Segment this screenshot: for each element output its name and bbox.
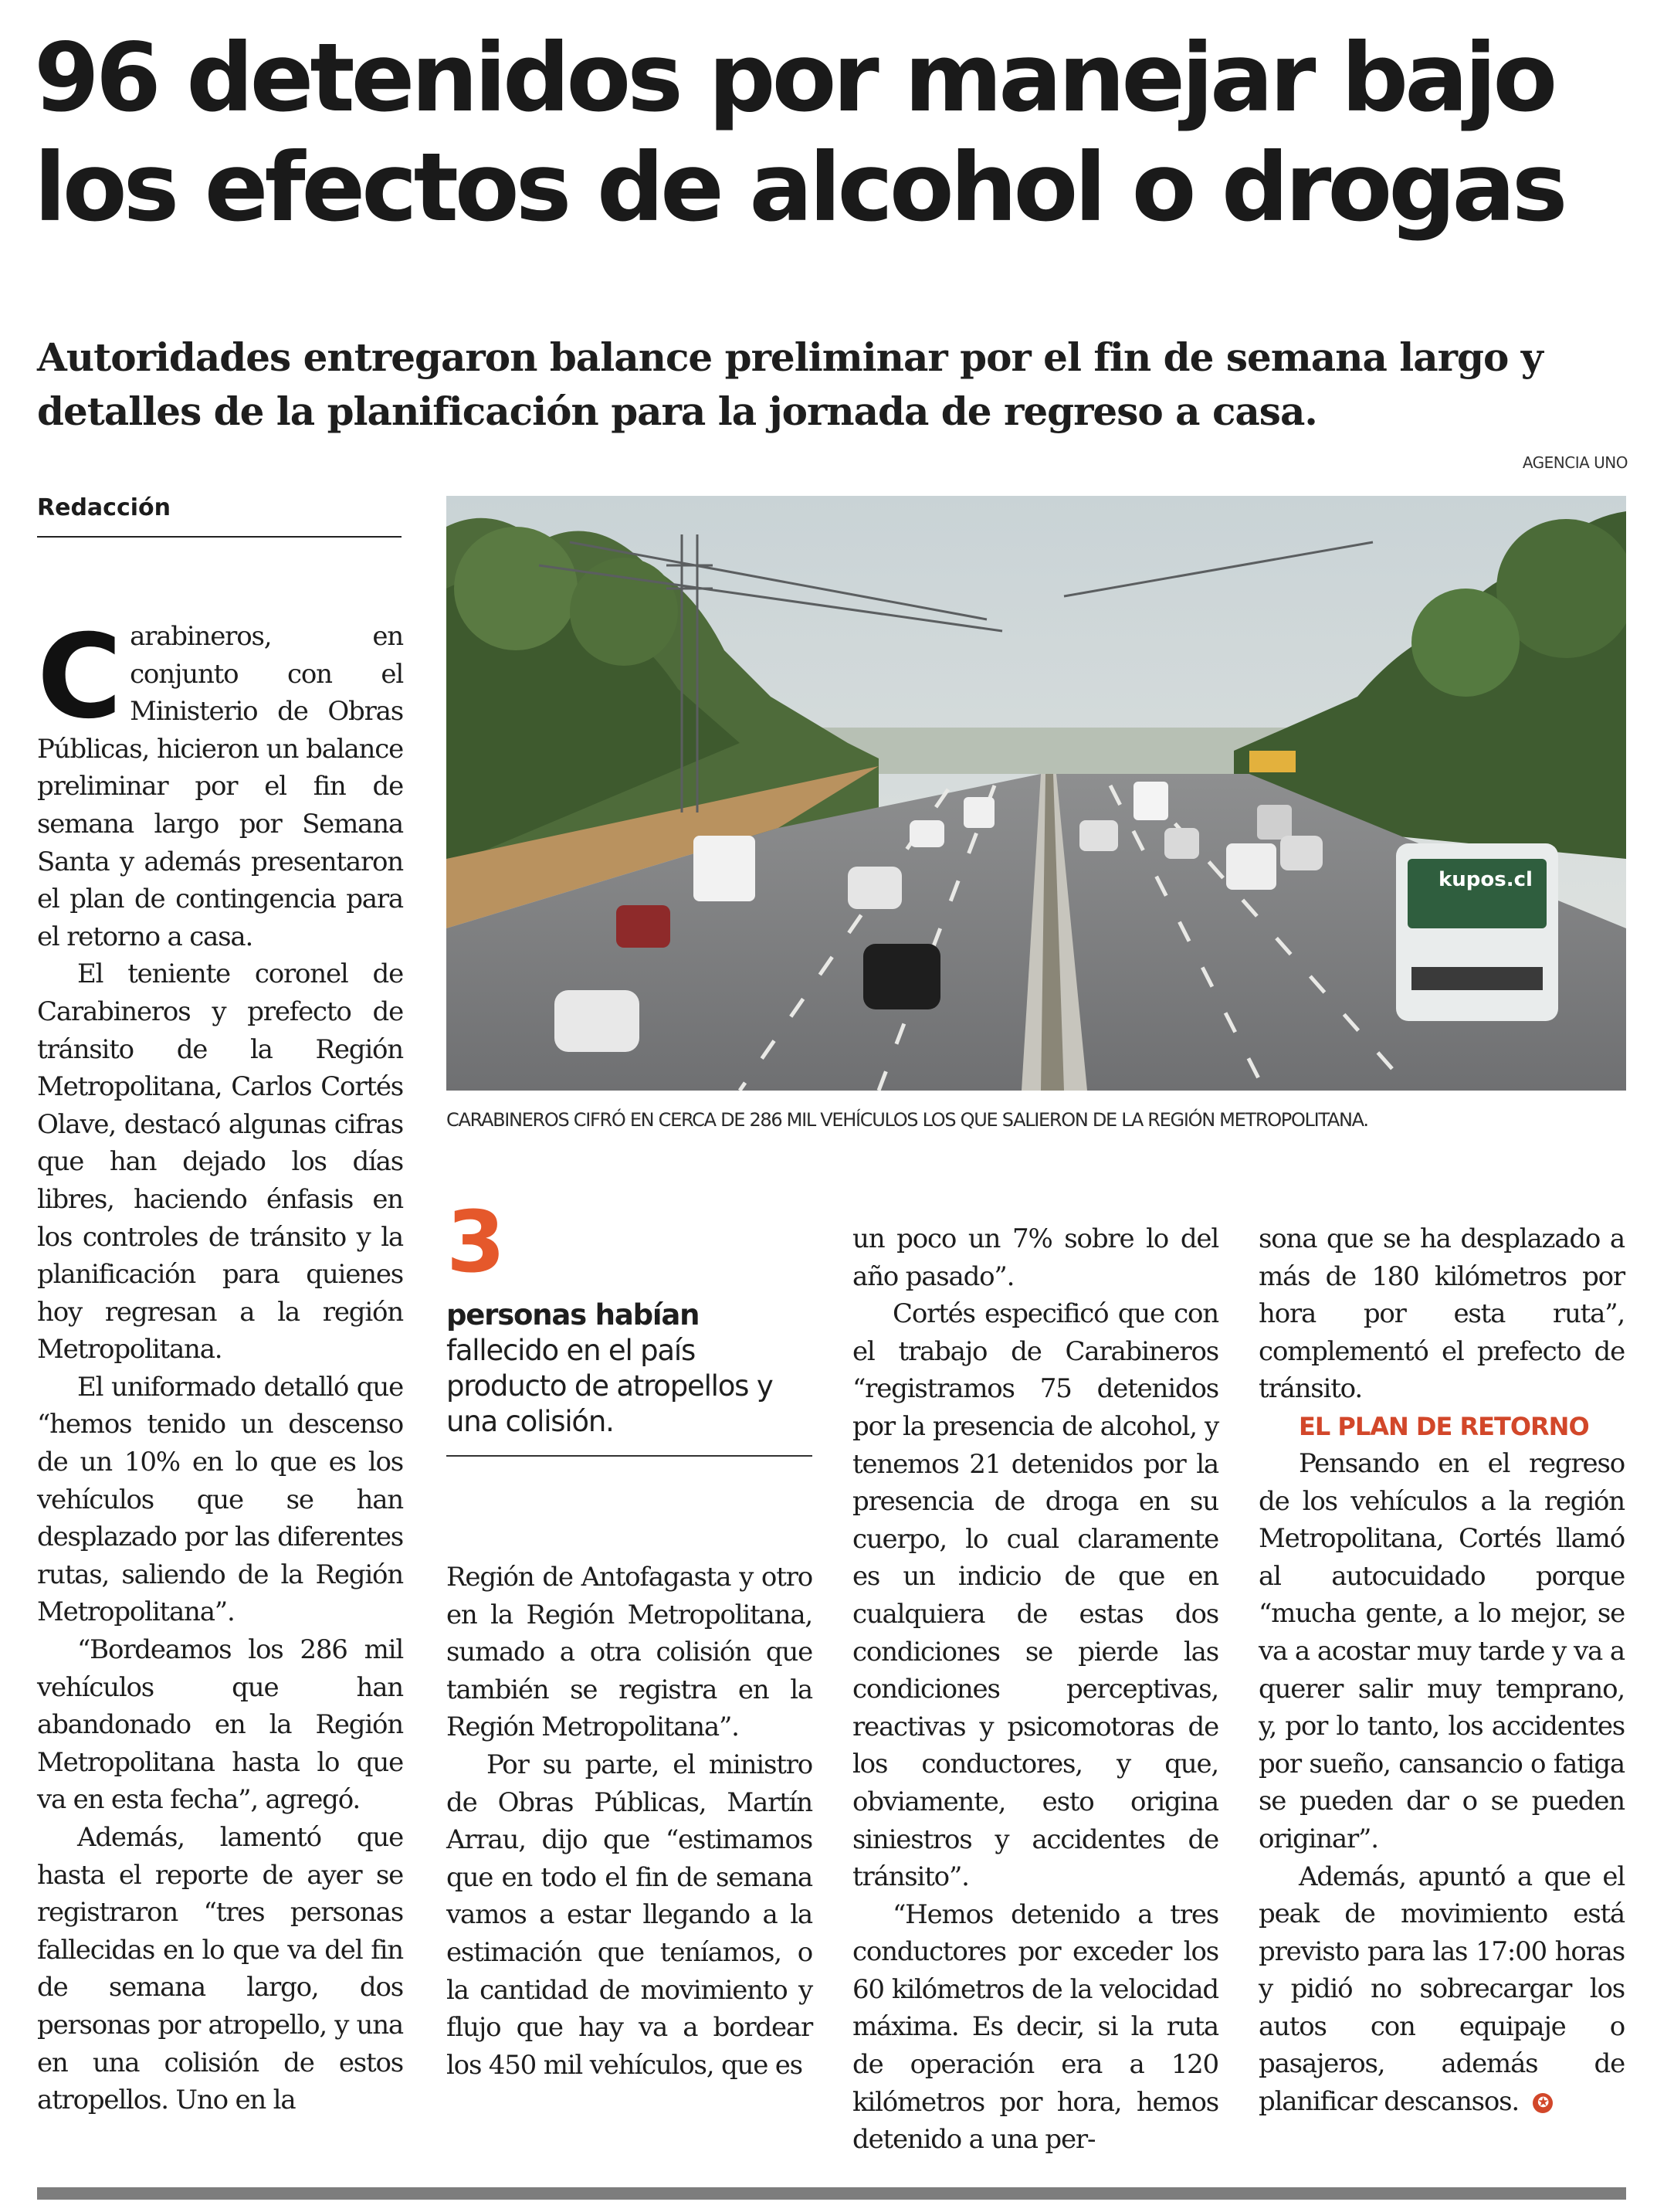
- paragraph-1: Carabineros, en conjunto con el Ministerio de Obras Públicas, hicieron un balance preliminar por el fin de semana largo por Semana Santa y además presentaron el plan de contingencia para el retorno a casa.: [37, 610, 403, 952]
- body-column-4: [1259, 1220, 1625, 2121]
- paragraph-12: Pensando en el regreso de los vehículos a la región Metropolitana, Cortés llamó al autocuidado porque “mucha gente, a lo mejor, se va a acostar muy tarde y va a querer salir muy temprano, y, por lo tanto, los accidentes por sueño, cansancio o fatiga se pueden dar o se pueden originar”.: [1259, 1447, 1625, 1854]
- paragraph-7: Por su parte, el ministro de Obras Públicas, Martín Arrau, dijo que “estimamos que en todo el fin de semana vamos a estar llegando a la estimación que teníamos, o la cantidad de movimiento y flujo que hay va a bordear los 450 mil vehículos, que es: [446, 1749, 812, 2081]
- paragraph-10: “Hemos detenido a tres conductores por exceder los 60 kilómetros de la velocidad máxima. Es decir, si la ruta de operación era a 120 kilómetros por hora, hemos detenido a una per-: [852, 1898, 1218, 2156]
- paragraph-4: “Bordeamos los 286 mil vehículos que han abandonado en la Región Metropolitana hasta lo que va en esta fecha”, agregó.: [37, 1634, 403, 1816]
- body-column-2: [446, 1559, 812, 2084]
- byline: Redacción: [37, 494, 402, 538]
- drop-cap: C: [37, 610, 123, 745]
- body-column-3: [852, 1220, 1218, 2159]
- paragraph-5: Además, lamentó que hasta el reporte de ayer se registraron “tres personas fallecidas en lo que va del fin de semana largo, dos personas por atropello, y una en una colisión de estos atropellos. Uno en la: [37, 1822, 403, 2116]
- paragraph-8: un poco un 7% sobre lo del año pasado”.: [852, 1223, 1218, 1292]
- headline: [34, 23, 1640, 243]
- photo-caption: CARABINEROS CIFRÓ EN CERCA DE 286 MIL VEHÍCULOS LOS QUE SALIERON DE LA REGIÓN METROPOLITANA.: [446, 1109, 1368, 1131]
- paragraph-6: Región de Antofagasta y otro en la Región Metropolitana, sumado a otra colisión que también se registra en la Región Metropolitana”.: [446, 1562, 812, 1743]
- bottom-rule: [37, 2187, 1626, 2200]
- end-of-article-icon: ✪: [1533, 2093, 1553, 2113]
- section-heading: EL PLAN DE RETORNO: [1299, 1411, 1589, 1441]
- paragraph-3: El uniformado detalló que “hemos tenido un descenso de un 10% en lo que es los vehículos que se han desplazado por las diferentes rutas, saliendo de la Región Metropolitana”.: [37, 1371, 403, 1628]
- paragraph-9: Cortés especificó que con el trabajo de Carabineros “registramos 75 detenidos por la presencia de alcohol, y tenemos 21 detenidos por la presencia de droga en su cuerpo, lo cual claramente es un indicio de que en cualquiera de estas dos condiciones se pierde las condiciones perceptivas, reactivas y psicomotoras de los conductores, y que, obviamente, esto origina siniestros y accidentes de tránsito”.: [852, 1298, 1218, 1893]
- stat-number: 3: [446, 1193, 506, 1291]
- photo-credit: AGENCIA UNO: [1522, 453, 1628, 472]
- highway-illustration: [446, 496, 1626, 1091]
- paragraph-13: Además, apuntó a que el peak de movimiento está previsto para las 17:00 horas y pidió no sobrecargar los autos con equipaje o pasajeros, además de planificar descansos. ✪: [1259, 1861, 1625, 2118]
- body-column-1: [37, 610, 403, 2119]
- subhead-line-2: detalles de la planificación para la jornada de regreso a casa.: [37, 388, 1317, 434]
- stat-text: personas habían fallecido en el país producto de atropellos y una colisión.: [446, 1298, 773, 1438]
- road-sign: [1249, 751, 1296, 772]
- paragraph-2: El teniente coronel de Carabineros y prefecto de tránsito de la Región Metropolitana, Carlos Cortés Olave, destacó algunas cifras que han dejado los días libres, haciendo énfasis en los controles de tránsito y la planificación para quienes hoy regresan a la región Metropolitana.: [37, 958, 403, 1366]
- headline-line-2: los efectos de alcohol o drogas: [34, 133, 1564, 243]
- bus-sign: kupos.cl: [1438, 868, 1533, 891]
- subheadline: [37, 331, 1643, 439]
- subhead-line-1: Autoridades entregaron balance preliminar por el fin de semana largo y: [37, 334, 1543, 380]
- paragraph-11: sona que se ha desplazado a más de 180 kilómetros por hora por esta ruta”, complementó el prefecto de tránsito.: [1259, 1223, 1625, 1405]
- headline-line-1: 96 detenidos por manejar bajo: [34, 23, 1554, 133]
- stat-callout: [446, 1193, 812, 1457]
- highway-photo: [446, 496, 1626, 1091]
